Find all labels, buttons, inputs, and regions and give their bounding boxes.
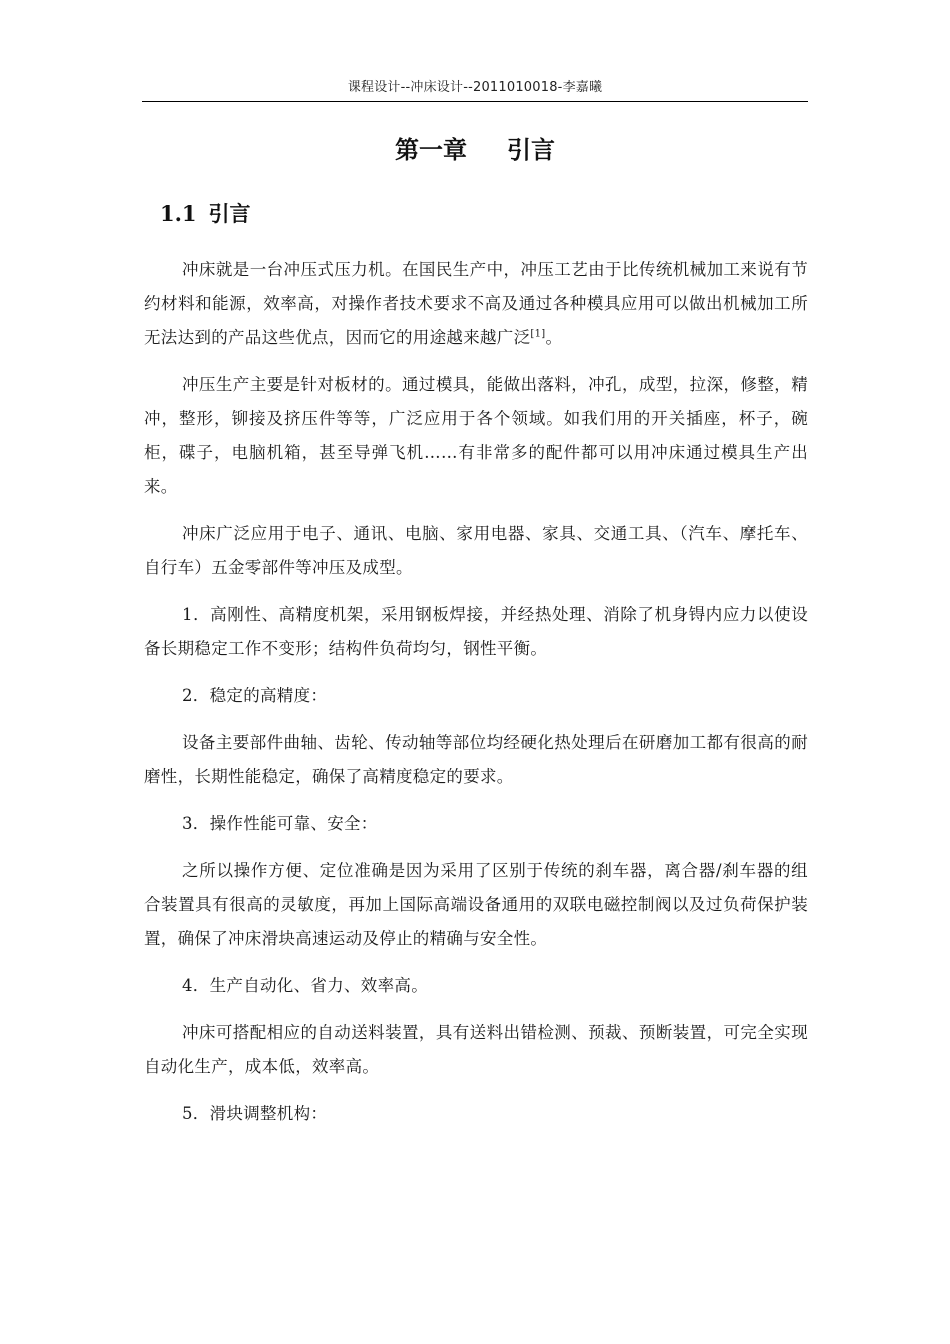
list-item-1: 1．高刚性、高精度机架，采用钢板焊接，并经热处理、消除了机身锝内应力以使设备长期稳定工作不变形；结构件负荷均匀，钢性平衡。 (144, 605, 808, 658)
paragraph-intro-text: 冲床就是一台冲压式压力机。在国民生产中，冲压工艺由于比传统机械加工来说有节约材料和能源，效率高，对操作者技术要求不高及通过各种模具应用可以做出机械加工所无法达到的产品这些优点，因而它的用途越来越广泛 (144, 260, 808, 347)
paragraph-precision: 设备主要部件曲轴、齿轮、传动轴等部位均经硬化热处理后在研磨加工都有很高的耐磨性，长期性能稳定，确保了高精度稳定的要求。 (144, 733, 808, 786)
paragraph-intro (144, 253, 808, 355)
list-item-5: 5．滑块调整机构： (182, 1104, 328, 1123)
paragraph-stamping: 冲压生产主要是针对板材的。通过模具，能做出落料，冲孔，成型，拉深，修整，精冲，整形，铆接及挤压件等等，广泛应用于各个领域。如我们用的开关插座，杯子，碗柜，碟子，电脑机箱，甚至导弹飞机……有非常多的配件都可以用冲床通过模具生产出来。 (144, 375, 808, 496)
paragraph-applications: 冲床广泛应用于电子、通讯、电脑、家用电器、家具、交通工具、（汽车、摩托车、自行车）五金零部件等冲压及成型。 (144, 524, 808, 577)
paragraph-safety: 之所以操作方便、定位准确是因为采用了区别于传统的刹车器，离合器/刹车器的组合装置具有很高的灵敏度，再加上国际高端设备通用的双联电磁控制阀以及过负荷保护装置，确保了冲床滑块高速运动及停止的精确与安全性。 (144, 861, 808, 948)
chapter-title (142, 130, 808, 165)
header-rule (142, 101, 808, 102)
section-heading (160, 198, 251, 228)
section-number: 1.1 (160, 201, 197, 226)
citation-ref: [1] (530, 328, 546, 340)
chapter-name: 引言 (507, 136, 555, 164)
chapter-number: 第一章 (395, 136, 467, 164)
paragraph-intro-end: 。 (545, 328, 563, 347)
paragraph-automation: 冲床可搭配相应的自动送料装置，具有送料出错检测、预裁、预断装置，可完全实现自动化生产，成本低，效率高。 (144, 1023, 808, 1076)
body-text (144, 253, 808, 1144)
list-item-4: 4．生产自动化、省力、效率高。 (182, 976, 428, 995)
list-item-3: 3．操作性能可靠、安全： (182, 814, 378, 833)
running-header: 课程设计--冲床设计--2011010018-李嘉曦 (347, 80, 603, 95)
list-item-2: 2．稳定的高精度： (182, 686, 328, 705)
section-name: 引言 (208, 202, 251, 226)
